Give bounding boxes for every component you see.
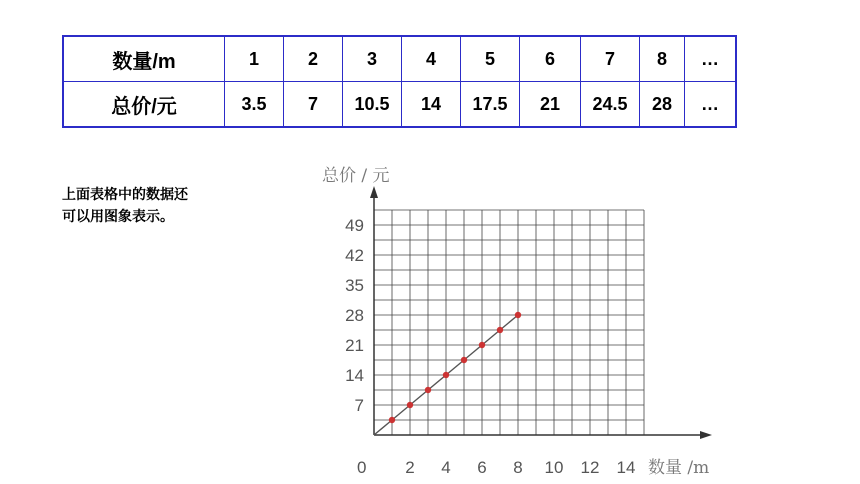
y-tick-label: 7	[354, 396, 364, 415]
x-axis-arrow	[700, 431, 712, 439]
y-tick-label: 42	[345, 246, 364, 265]
data-point	[479, 342, 485, 348]
y-tick-label: 14	[345, 366, 364, 385]
y-axis-label: 总价 / 元	[322, 166, 390, 186]
table-cell: …	[685, 82, 737, 128]
x-tick-label: 4	[441, 458, 451, 477]
x-tick-label: 6	[477, 458, 487, 477]
table-cell: 7	[284, 82, 343, 128]
table-cell: 6	[520, 36, 581, 82]
price-header: 总价/元	[63, 82, 225, 128]
table-cell: 3	[343, 36, 402, 82]
data-point	[443, 372, 449, 378]
table-cell: 3.5	[225, 82, 284, 128]
data-point	[407, 402, 413, 408]
table-cell: 2	[284, 36, 343, 82]
table-cell: 10.5	[343, 82, 402, 128]
table-cell: 7	[581, 36, 640, 82]
chart-labels	[322, 166, 709, 478]
data-point	[515, 312, 521, 318]
origin-label: 0	[357, 458, 367, 477]
quantity-header: 数量/m	[63, 36, 225, 82]
table-cell: 21	[520, 82, 581, 128]
table-cell: 17.5	[461, 82, 520, 128]
y-axis-arrow	[370, 186, 378, 198]
x-tick-label: 10	[544, 458, 564, 477]
y-tick-label: 28	[345, 306, 364, 325]
x-tick-label: 8	[513, 458, 523, 477]
caption-line: 上面表格中的数据还	[62, 186, 188, 202]
y-tick-label: 49	[345, 216, 364, 235]
table-cell: 14	[402, 82, 461, 128]
x-tick-label: 14	[616, 458, 636, 477]
x-tick-label: 2	[405, 458, 415, 477]
table-cell: 4	[402, 36, 461, 82]
data-point	[425, 387, 431, 393]
data-point	[389, 417, 395, 423]
y-tick-label: 35	[345, 276, 364, 295]
table-cell: 1	[225, 36, 284, 82]
table-cell: 8	[640, 36, 685, 82]
table-cell: 5	[461, 36, 520, 82]
caption-line: 可以用图象表示。	[62, 208, 174, 224]
data-point	[461, 357, 467, 363]
y-tick-label: 21	[345, 336, 364, 355]
chart-axes	[370, 186, 712, 439]
x-axis-label: 数量 /m	[648, 458, 710, 478]
table-cell: …	[685, 36, 737, 82]
data-point	[497, 327, 503, 333]
table-cell: 24.5	[581, 82, 640, 128]
table-cell: 28	[640, 82, 685, 128]
x-tick-label: 12	[580, 458, 600, 477]
